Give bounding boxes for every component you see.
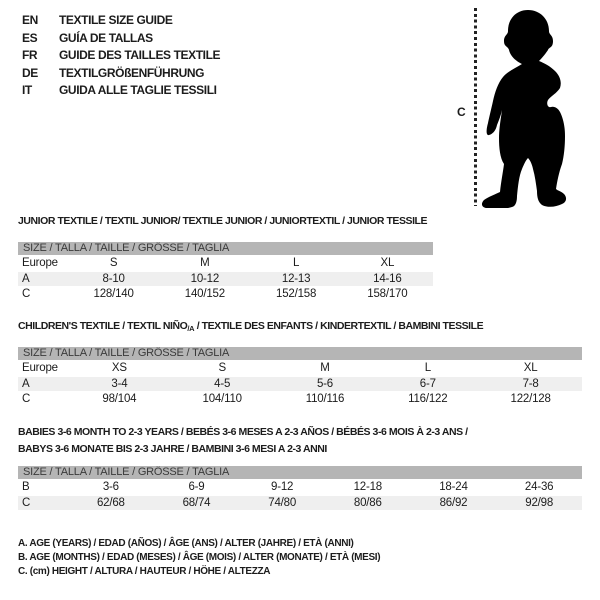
value-cell: XS xyxy=(68,361,171,376)
footnotes-block xyxy=(18,537,380,579)
value-cell: XL xyxy=(342,256,433,271)
language-code: FR xyxy=(22,48,38,62)
babies-table-title xyxy=(18,424,468,457)
language-code: ES xyxy=(22,30,38,45)
value-cell: 7-8 xyxy=(479,376,582,391)
value-cell: 140/152 xyxy=(159,286,250,301)
value-cell: L xyxy=(376,361,479,376)
babies-size-table xyxy=(18,466,582,511)
children-title-text: / TEXTILE DES ENFANTS / KINDERTEXTIL / BAMBINI TESSILE xyxy=(194,320,484,332)
row-label-cell: Europe xyxy=(18,361,68,376)
table-row xyxy=(18,391,582,406)
height-marker-label: C xyxy=(457,105,466,119)
baby-silhouette-icon xyxy=(476,6,598,208)
value-cell: 12-18 xyxy=(325,480,411,495)
value-cell: 80/86 xyxy=(325,495,411,510)
footnote-a: A. AGE (YEARS) / EDAD (AÑOS) / ÂGE (ANS) / ALTER (JAHRE) / ETÀ (ANNI) xyxy=(18,538,354,549)
children-size-table xyxy=(18,347,582,407)
value-cell: 9-12 xyxy=(239,480,325,495)
babies-title-line2: BABYS 3-6 MONATE BIS 2-3 JAHRE / BAMBINI 3-6 MESI A 2-3 ANNI xyxy=(18,442,327,455)
value-cell: S xyxy=(68,256,159,271)
value-cell: 18-24 xyxy=(411,480,497,495)
language-row xyxy=(22,12,220,30)
value-cell: 68/74 xyxy=(154,495,240,510)
value-cell: 6-9 xyxy=(154,480,240,495)
value-cell: 86/92 xyxy=(411,495,497,510)
value-cell: 104/110 xyxy=(171,391,274,406)
value-cell: 3-6 xyxy=(68,480,154,495)
language-row xyxy=(22,47,220,65)
row-label-cell: A xyxy=(18,376,68,391)
table-row xyxy=(18,361,582,376)
children-title-text: CHILDREN'S TEXTILE / TEXTIL NIÑO xyxy=(18,320,188,332)
language-code: EN xyxy=(22,13,38,27)
value-cell: 5-6 xyxy=(274,376,377,391)
junior-table-title: JUNIOR TEXTILE / TEXTIL JUNIOR/ TEXTILE JUNIOR / JUNIORTEXTIL / JUNIOR TESSILE xyxy=(18,215,428,227)
children-title-subscript: /A xyxy=(187,324,195,333)
language-title-block xyxy=(22,12,220,100)
value-cell: 116/122 xyxy=(376,391,479,406)
size-header-bar: SIZE / TALLA / TAILLE / GRÖSSE / TAGLIA xyxy=(18,347,582,360)
value-cell: 24-36 xyxy=(496,480,582,495)
language-label: TEXTILGRÖßENFÜHRUNG xyxy=(59,65,205,80)
size-table xyxy=(18,480,582,511)
value-cell: 4-5 xyxy=(171,376,274,391)
row-label-cell: B xyxy=(18,480,68,495)
language-code: DE xyxy=(22,65,38,80)
table-row xyxy=(18,256,433,271)
value-cell: 8-10 xyxy=(68,271,159,286)
language-row xyxy=(22,82,220,100)
value-cell: 92/98 xyxy=(496,495,582,510)
value-cell: 74/80 xyxy=(239,495,325,510)
size-table xyxy=(18,361,582,407)
language-label: TEXTILE SIZE GUIDE xyxy=(59,13,173,27)
value-cell: XL xyxy=(479,361,582,376)
size-header-bar: SIZE / TALLA / TAILLE / GRÖSSE / TAGLIA xyxy=(18,466,582,479)
language-code: IT xyxy=(22,83,32,97)
value-cell: 122/128 xyxy=(479,391,582,406)
row-label-cell: A xyxy=(18,271,68,286)
row-label-cell: C xyxy=(18,391,68,406)
table-row xyxy=(18,495,582,510)
table-row xyxy=(18,271,433,286)
table-row xyxy=(18,376,582,391)
value-cell: 12-13 xyxy=(251,271,342,286)
value-cell: 14-16 xyxy=(342,271,433,286)
table-row xyxy=(18,286,433,301)
value-cell: M xyxy=(159,256,250,271)
value-cell: 6-7 xyxy=(376,376,479,391)
row-label-cell: C xyxy=(18,495,68,510)
size-header-bar: SIZE / TALLA / TAILLE / GRÖSSE / TAGLIA xyxy=(18,242,433,255)
language-row xyxy=(22,30,220,48)
value-cell: 3-4 xyxy=(68,376,171,391)
babies-title-line1: BABIES 3-6 MONTH TO 2-3 YEARS / BEBÉS 3-6 MESES A 2-3 AÑOS / BÉBÉS 3-6 MOIS À 2-3 ANS / xyxy=(18,426,468,438)
language-label: GUIDA ALLE TAGLIE TESSILI xyxy=(59,83,217,97)
language-label: GUIDE DES TAILLES TEXTILE xyxy=(59,48,221,62)
value-cell: 152/158 xyxy=(251,286,342,301)
value-cell: 158/170 xyxy=(342,286,433,301)
value-cell: S xyxy=(171,361,274,376)
size-table xyxy=(18,256,433,302)
footnote-b: B. AGE (MONTHS) / EDAD (MESES) / ÂGE (MOIS) / ALTER (MONATE) / ETÀ (MESI) xyxy=(18,552,381,563)
value-cell: L xyxy=(251,256,342,271)
language-label: GUÍA DE TALLAS xyxy=(59,30,153,45)
row-label-cell: Europe xyxy=(18,256,68,271)
row-label-cell: C xyxy=(18,286,68,301)
value-cell: 10-12 xyxy=(159,271,250,286)
language-row xyxy=(22,65,220,83)
junior-size-table xyxy=(18,242,433,302)
footnote-c: C. (cm) HEIGHT / ALTURA / HAUTEUR / HÖHE / ALTEZZA xyxy=(18,566,271,577)
value-cell: 62/68 xyxy=(68,495,154,510)
value-cell: M xyxy=(274,361,377,376)
table-row xyxy=(18,480,582,495)
value-cell: 98/104 xyxy=(68,391,171,406)
value-cell: 128/140 xyxy=(68,286,159,301)
children-table-title xyxy=(18,320,483,333)
value-cell: 110/116 xyxy=(274,391,377,406)
